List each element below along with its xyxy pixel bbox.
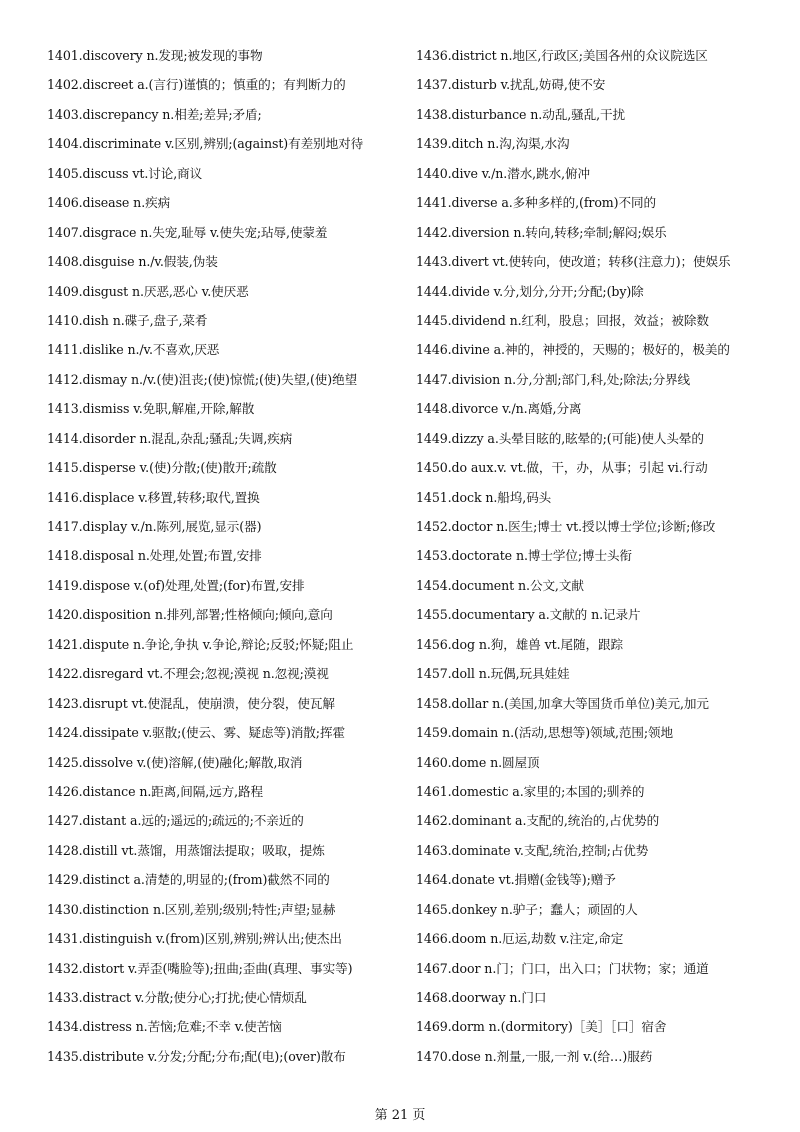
vocab-entry: 1425.dissolve v.(使)溶解,(使)融化;解散,取消 xyxy=(47,754,303,770)
vocab-entry: 1448.divorce v./n.离婚,分离 xyxy=(416,401,582,417)
vocab-entry: 1422.disregard vt.不理会;忽视;漠视 n.忽视;漠视 xyxy=(47,666,329,682)
vocab-entry: 1461.domestic a.家里的;本国的;驯养的 xyxy=(416,783,645,799)
vocab-entry: 1418.disposal n.处理,处置;布置,安排 xyxy=(47,548,262,564)
vocab-entry: 1432.distort v.弄歪(嘴脸等);扭曲;歪曲(真理、事实等) xyxy=(47,960,353,976)
vocab-entry: 1424.dissipate v.驱散;(使云、雾、疑虑等)消散;挥霍 xyxy=(47,725,345,741)
vocab-entry: 1447.division n.分,分割;部门,科,处;除法;分界线 xyxy=(416,371,691,387)
vocab-entry: 1468.doorway n.门口 xyxy=(416,990,547,1005)
vocab-entry: 1449.dizzy a.头晕目眩的,眩晕的;(可能)使人头晕的 xyxy=(416,430,704,446)
vocab-entry: 1450.do aux.v. vt.做，干，办，从事；引起 vi.行动 xyxy=(416,460,708,476)
vocab-entry: 1452.doctor n.医生;博士 vt.授以博士学位;诊断;修改 xyxy=(416,519,716,534)
vocab-entry: 1431.distinguish v.(from)区别,辨别;辨认出;使杰出 xyxy=(47,931,342,947)
vocab-entry: 1433.distract v.分散;使分心;打扰;使心情烦乱 xyxy=(47,990,307,1005)
vocab-entry: 1430.distinction n.区别,差别;级别;特性;声望;显赫 xyxy=(47,901,336,917)
vocab-entry: 1454.document n.公文,文献 xyxy=(416,577,584,593)
page-number: 第 21 页 xyxy=(374,1108,426,1123)
left-column xyxy=(47,41,407,1071)
vocab-entry: 1412.dismay n./v.(使)沮丧;(使)惊慌;(使)失望,(使)绝望 xyxy=(47,371,358,387)
vocab-entry: 1443.divert vt.使转向，使改道；转移(注意力)；使娱乐 xyxy=(416,254,731,270)
vocab-entry: 1405.discuss vt.讨论,商议 xyxy=(47,165,203,181)
vocab-entry: 1410.dish n.碟子,盘子,菜肴 xyxy=(47,312,208,328)
vocab-entry: 1409.disgust n.厌恶,恶心 v.使厌恶 xyxy=(47,283,249,299)
vocab-entry: 1465.donkey n.驴子；蠢人；顽固的人 xyxy=(416,901,638,917)
vocab-entry: 1441.diverse a.多种多样的,(from)不同的 xyxy=(416,195,656,211)
vocab-entry: 1459.domain n.(活动,思想等)领域,范围;领地 xyxy=(416,725,674,741)
vocab-entry: 1426.distance n.距离,间隔,远方,路程 xyxy=(47,783,263,799)
vocab-entry: 1414.disorder n.混乱,杂乱;骚乱;失调,疾病 xyxy=(47,430,293,446)
vocab-entry: 1438.disturbance n.动乱,骚乱,干扰 xyxy=(416,106,625,122)
vocab-entry: 1457.doll n.玩偶,玩具娃娃 xyxy=(416,666,570,682)
vocab-entry: 1435.distribute v.分发;分配;分布;配(电);(over)散布 xyxy=(47,1048,346,1064)
vocab-entry: 1421.dispute n.争论,争执 v.争论,辩论;反驳;怀疑;阻止 xyxy=(47,636,354,652)
vocab-entry: 1423.disrupt vt.使混乱，使崩溃，使分裂，使瓦解 xyxy=(47,695,335,711)
vocab-entry: 1436.district n.地区,行政区;美国各州的众议院选区 xyxy=(416,48,708,63)
vocab-entry: 1406.disease n.疾病 xyxy=(47,195,171,211)
vocab-entry: 1416.displace v.移置,转移;取代,置换 xyxy=(47,489,260,505)
vocab-entry: 1408.disguise n./v.假装,伪装 xyxy=(47,254,218,270)
vocab-entry: 1455.documentary a.文献的 n.记录片 xyxy=(416,607,641,623)
vocab-entry: 1442.diversion n.转向,转移;牵制;解闷;娱乐 xyxy=(416,224,667,240)
vocab-entry: 1469.dorm n.(dormitory)［美］［口］宿舍 xyxy=(416,1019,667,1035)
vocab-entry: 1437.disturb v.扰乱,妨碍,使不安 xyxy=(416,77,606,93)
vocab-entry: 1451.dock n.船坞,码头 xyxy=(416,489,552,505)
vocab-entry: 1404.discriminate v.区别,辨别;(against)有差别地对待 xyxy=(47,136,364,152)
right-column xyxy=(416,41,786,1071)
vocab-entry: 1419.dispose v.(of)处理,处置;(for)布置,安排 xyxy=(47,577,305,593)
vocab-entry: 1463.dominate v.支配,统治,控制;占优势 xyxy=(416,842,649,858)
vocab-entry: 1401.discovery n.发现;被发现的事物 xyxy=(47,48,263,63)
vocab-entry: 1420.disposition n.排列,部署;性格倾向;倾向,意向 xyxy=(47,607,333,623)
vocab-entry: 1467.door n.门；门口，出入口；门状物；家；通道 xyxy=(416,960,709,976)
vocab-entry: 1415.disperse v.(使)分散;(使)散开;疏散 xyxy=(47,460,277,476)
vocab-entry: 1460.dome n.圆屋顶 xyxy=(416,754,540,770)
vocab-entry: 1446.divine a.神的，神授的，天赐的；极好的，极美的 xyxy=(416,342,730,358)
vocab-entry: 1417.display v./n.陈列,展览,显示(器) xyxy=(47,519,262,534)
vocab-entry: 1439.ditch n.沟,沟渠,水沟 xyxy=(416,136,570,152)
vocab-entry: 1456.dog n.狗，雄兽 vt.尾随，跟踪 xyxy=(416,636,624,652)
vocab-entry: 1407.disgrace n.失宠,耻辱 v.使失宠;玷辱,使蒙羞 xyxy=(47,224,328,240)
vocab-entry: 1470.dose n.剂量,一服,一剂 v.(给…)服药 xyxy=(416,1048,653,1064)
vocab-entry: 1445.dividend n.红利，股息；回报，效益；被除数 xyxy=(416,312,709,328)
vocab-entry: 1444.divide v.分,划分,分开;分配;(by)除 xyxy=(416,283,644,299)
vocab-entry: 1428.distill vt.蒸馏，用蒸馏法提取；吸取，提炼 xyxy=(47,842,325,858)
vocab-entry: 1458.dollar n.(美国,加拿大等国货币单位)美元,加元 xyxy=(416,695,709,711)
vocab-entry: 1453.doctorate n.博士学位;博士头衔 xyxy=(416,548,632,564)
vocab-entry: 1403.discrepancy n.相差;差异;矛盾; xyxy=(47,106,262,122)
vocab-entry: 1434.distress n.苦恼;危难;不幸 v.使苦恼 xyxy=(47,1019,282,1035)
vocab-entry: 1429.distinct a.清楚的,明显的;(from)截然不同的 xyxy=(47,872,330,888)
vocab-entry: 1427.distant a.远的;遥远的;疏远的;不亲近的 xyxy=(47,813,304,829)
vocab-entry: 1440.dive v./n.潜水,跳水,俯冲 xyxy=(416,165,590,181)
vocab-entry: 1413.dismiss v.免职,解雇,开除,解散 xyxy=(47,401,255,417)
vocab-entry: 1462.dominant a.支配的,统治的,占优势的 xyxy=(416,813,660,829)
vocab-entry: 1411.dislike n./v.不喜欢,厌恶 xyxy=(47,342,220,358)
vocab-entry: 1464.donate vt.捐赠(金钱等);赠予 xyxy=(416,872,616,888)
vocab-entry: 1466.doom n.厄运,劫数 v.注定,命定 xyxy=(416,931,624,947)
vocab-entry: 1402.discreet a.(言行)谨慎的；慎重的；有判断力的 xyxy=(47,77,346,93)
